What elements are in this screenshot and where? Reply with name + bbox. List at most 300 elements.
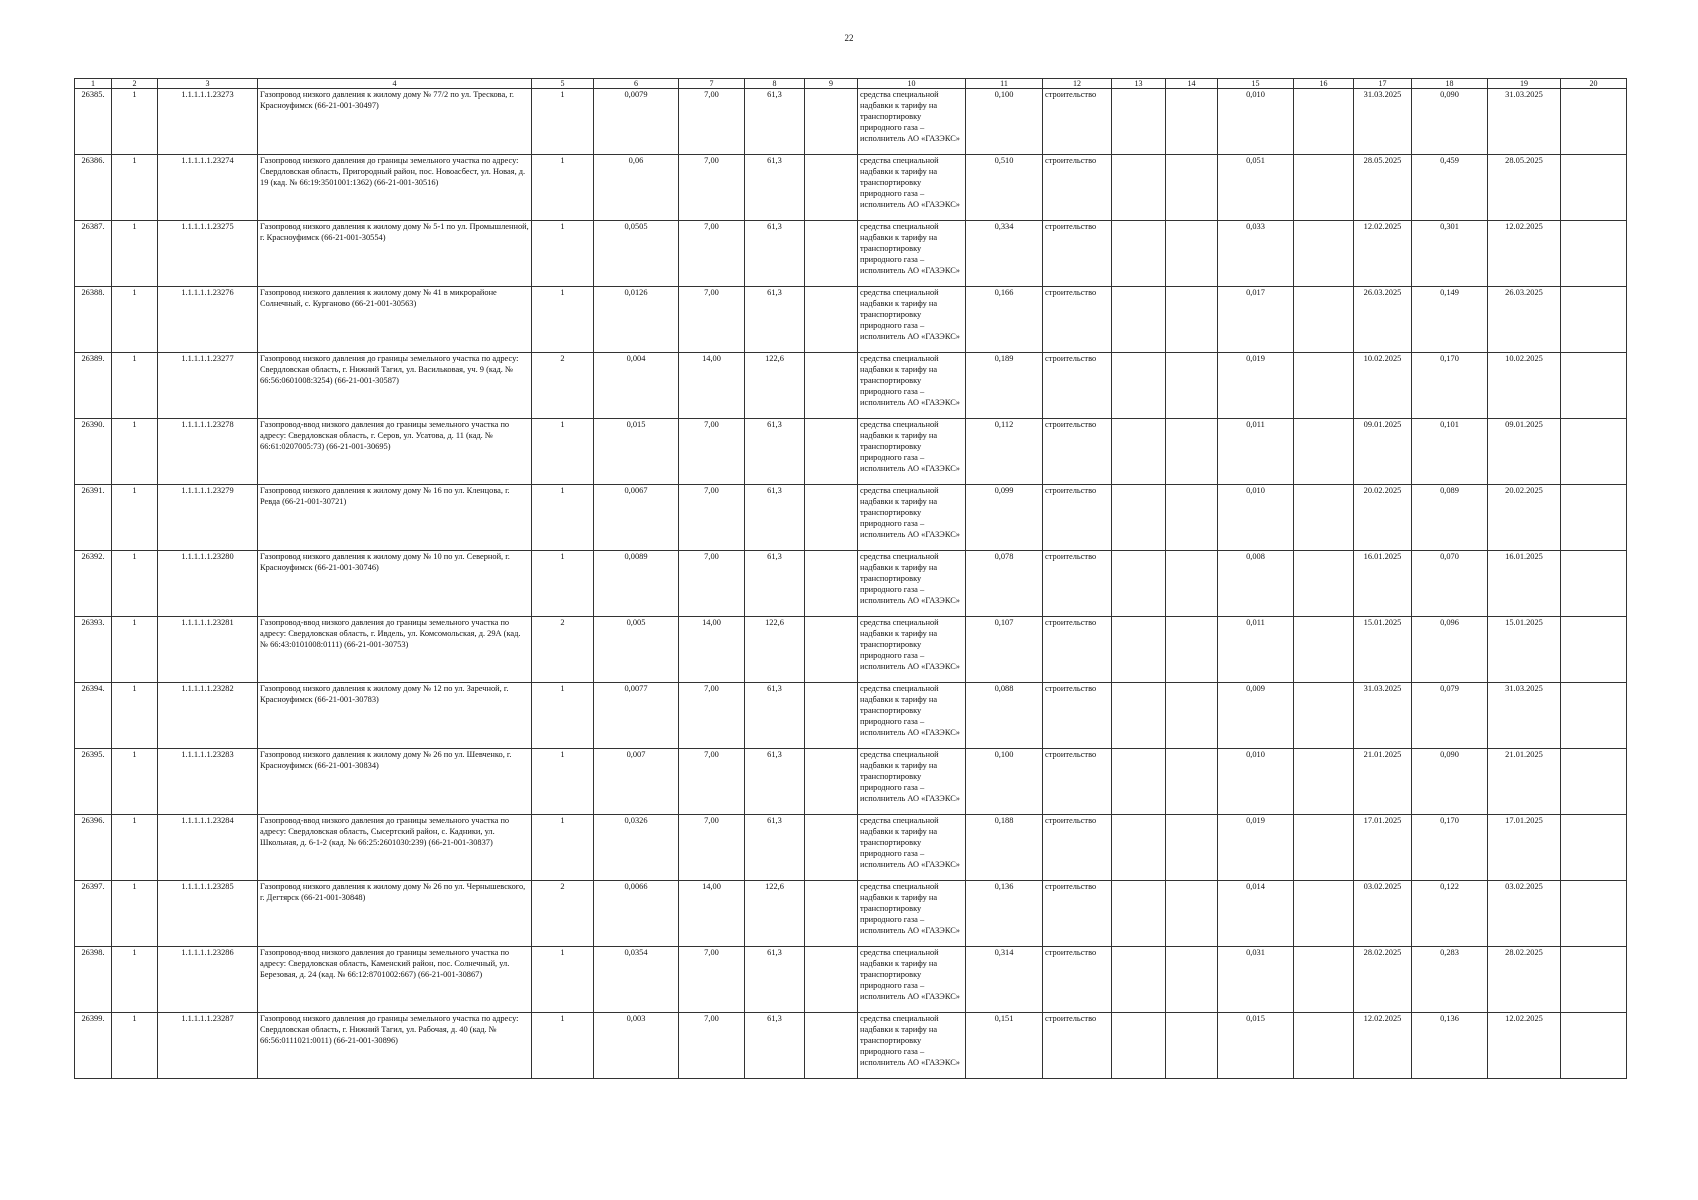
col-20-value: [1561, 353, 1627, 419]
row-number: 26394.: [75, 683, 112, 749]
col-2-value: 1: [112, 1013, 158, 1079]
object-code: 1.1.1.1.1.23286: [158, 947, 258, 1013]
object-code: 1.1.1.1.1.23273: [158, 89, 258, 155]
col-15-value: 0,008: [1218, 551, 1294, 617]
object-description: Газопровод низкого давления к жилому дому № 16 по ул. Кленцова, г. Ревда (66-21-001-30721): [258, 485, 532, 551]
col-16-value: [1294, 881, 1354, 947]
row-number: 26385.: [75, 89, 112, 155]
start-date: 09.01.2025: [1354, 419, 1412, 485]
col-15-value: 0,033: [1218, 221, 1294, 287]
object-code: 1.1.1.1.1.23275: [158, 221, 258, 287]
object-code: 1.1.1.1.1.23277: [158, 353, 258, 419]
row-number: 26392.: [75, 551, 112, 617]
col-15-value: 0,031: [1218, 947, 1294, 1013]
col-15-value: 0,014: [1218, 881, 1294, 947]
col-18-value: 0,089: [1412, 485, 1488, 551]
table-row: [75, 155, 1627, 221]
col-11-value: 0,112: [966, 419, 1043, 485]
end-date: 15.01.2025: [1488, 617, 1561, 683]
work-type: строительство: [1043, 617, 1112, 683]
object-code: 1.1.1.1.1.23285: [158, 881, 258, 947]
col-16-value: [1294, 551, 1354, 617]
col-6-value: 0,0505: [594, 221, 679, 287]
col-6-value: 0,0067: [594, 485, 679, 551]
col-13-value: [1112, 155, 1166, 221]
column-header-14: 14: [1166, 79, 1218, 89]
object-code: 1.1.1.1.1.23282: [158, 683, 258, 749]
col-7-value: 14,00: [679, 617, 745, 683]
col-11-value: 0,100: [966, 749, 1043, 815]
col-14-value: [1166, 683, 1218, 749]
col-20-value: [1561, 155, 1627, 221]
table-row: [75, 617, 1627, 683]
table-row: [75, 815, 1627, 881]
col-9-value: [805, 947, 858, 1013]
object-code: 1.1.1.1.1.23283: [158, 749, 258, 815]
col-6-value: 0,0354: [594, 947, 679, 1013]
col-2-value: 1: [112, 287, 158, 353]
end-date: 31.03.2025: [1488, 89, 1561, 155]
col-7-value: 14,00: [679, 881, 745, 947]
col-7-value: 7,00: [679, 815, 745, 881]
start-date: 12.02.2025: [1354, 1013, 1412, 1079]
col-14-value: [1166, 353, 1218, 419]
col-2-value: 1: [112, 749, 158, 815]
work-type: строительство: [1043, 353, 1112, 419]
col-2-value: 1: [112, 815, 158, 881]
object-code: 1.1.1.1.1.23279: [158, 485, 258, 551]
col-18-value: 0,459: [1412, 155, 1488, 221]
col-18-value: 0,079: [1412, 683, 1488, 749]
col-6-value: 0,005: [594, 617, 679, 683]
col-9-value: [805, 287, 858, 353]
col-13-value: [1112, 551, 1166, 617]
row-number: 26391.: [75, 485, 112, 551]
col-2-value: 1: [112, 353, 158, 419]
col-9-value: [805, 485, 858, 551]
object-description: Газопровод-ввод низкого давления до границы земельного участка по адресу: Свердловская область, Каменский район, пос. Солнечный, ул. Березовая, д. 24 (кад. № 66:12:8701002:667) (66-21-001-30867): [258, 947, 532, 1013]
col-11-value: 0,107: [966, 617, 1043, 683]
work-type: строительство: [1043, 287, 1112, 353]
col-13-value: [1112, 485, 1166, 551]
object-code: 1.1.1.1.1.23287: [158, 1013, 258, 1079]
col-8-value: 61,3: [745, 815, 805, 881]
column-header-17: 17: [1354, 79, 1412, 89]
col-20-value: [1561, 749, 1627, 815]
col-13-value: [1112, 221, 1166, 287]
column-header-11: 11: [966, 79, 1043, 89]
col-11-value: 0,151: [966, 1013, 1043, 1079]
end-date: 21.01.2025: [1488, 749, 1561, 815]
col-14-value: [1166, 221, 1218, 287]
col-6-value: 0,0066: [594, 881, 679, 947]
funding-source: средства специальной надбавки к тарифу на транспортировку природного газа – исполнитель АО «ГАЗЭКС»: [858, 287, 966, 353]
col-16-value: [1294, 353, 1354, 419]
col-15-value: 0,009: [1218, 683, 1294, 749]
column-header-8: 8: [745, 79, 805, 89]
col-13-value: [1112, 419, 1166, 485]
col-7-value: 7,00: [679, 551, 745, 617]
col-9-value: [805, 155, 858, 221]
col-16-value: [1294, 89, 1354, 155]
col-20-value: [1561, 947, 1627, 1013]
col-8-value: 61,3: [745, 947, 805, 1013]
start-date: 03.02.2025: [1354, 881, 1412, 947]
row-number: 26399.: [75, 1013, 112, 1079]
col-9-value: [805, 221, 858, 287]
col-11-value: 0,088: [966, 683, 1043, 749]
work-type: строительство: [1043, 485, 1112, 551]
col-20-value: [1561, 815, 1627, 881]
col-20-value: [1561, 89, 1627, 155]
object-description: Газопровод-ввод низкого давления до границы земельного участка по адресу: Свердловская область, г. Серов, ул. Усатова, д. 11 (кад. № 66:61:0207005:73) (66-21-001-30695): [258, 419, 532, 485]
table-row: [75, 881, 1627, 947]
col-5-value: 1: [532, 815, 594, 881]
col-7-value: 7,00: [679, 1013, 745, 1079]
object-description: Газопровод низкого давления до границы земельного участка по адресу: Свердловская область, г. Нижний Тагил, ул. Рабочая, д. 40 (кад. № 66:56:0111021:0011) (66-21-001-30896): [258, 1013, 532, 1079]
object-description: Газопровод низкого давления до границы земельного участка по адресу: Свердловская область, Пригородный район, пос. Новоасбест, ул. Новая, д. 19 (кад. № 66:19:3501001:1362) (66-21-001-30516): [258, 155, 532, 221]
column-header-2: 2: [112, 79, 158, 89]
work-type: строительство: [1043, 551, 1112, 617]
col-5-value: 1: [532, 947, 594, 1013]
table-row: [75, 551, 1627, 617]
col-14-value: [1166, 947, 1218, 1013]
col-7-value: 7,00: [679, 683, 745, 749]
col-7-value: 7,00: [679, 287, 745, 353]
col-16-value: [1294, 485, 1354, 551]
col-7-value: 7,00: [679, 485, 745, 551]
col-5-value: 1: [532, 419, 594, 485]
work-type: строительство: [1043, 683, 1112, 749]
funding-source: средства специальной надбавки к тарифу на транспортировку природного газа – исполнитель АО «ГАЗЭКС»: [858, 881, 966, 947]
funding-source: средства специальной надбавки к тарифу на транспортировку природного газа – исполнитель АО «ГАЗЭКС»: [858, 221, 966, 287]
col-9-value: [805, 617, 858, 683]
funding-source: средства специальной надбавки к тарифу на транспортировку природного газа – исполнитель АО «ГАЗЭКС»: [858, 89, 966, 155]
col-14-value: [1166, 485, 1218, 551]
col-11-value: 0,078: [966, 551, 1043, 617]
object-code: 1.1.1.1.1.23281: [158, 617, 258, 683]
start-date: 17.01.2025: [1354, 815, 1412, 881]
col-9-value: [805, 89, 858, 155]
end-date: 09.01.2025: [1488, 419, 1561, 485]
col-9-value: [805, 815, 858, 881]
object-description: Газопровод низкого давления к жилому дому № 5-1 по ул. Промышленной, г. Красноуфимск (66-21-001-30554): [258, 221, 532, 287]
table-row: [75, 485, 1627, 551]
col-13-value: [1112, 287, 1166, 353]
object-description: Газопровод низкого давления к жилому дому № 26 по ул. Чернышевского, г. Дегтярск (66-21-001-30848): [258, 881, 532, 947]
col-13-value: [1112, 947, 1166, 1013]
column-header-18: 18: [1412, 79, 1488, 89]
funding-source: средства специальной надбавки к тарифу на транспортировку природного газа – исполнитель АО «ГАЗЭКС»: [858, 749, 966, 815]
col-5-value: 1: [532, 551, 594, 617]
start-date: 20.02.2025: [1354, 485, 1412, 551]
col-18-value: 0,301: [1412, 221, 1488, 287]
work-type: строительство: [1043, 749, 1112, 815]
col-9-value: [805, 419, 858, 485]
col-6-value: 0,015: [594, 419, 679, 485]
col-2-value: 1: [112, 419, 158, 485]
row-number: 26395.: [75, 749, 112, 815]
col-18-value: 0,149: [1412, 287, 1488, 353]
column-header-12: 12: [1043, 79, 1112, 89]
col-13-value: [1112, 881, 1166, 947]
col-15-value: 0,017: [1218, 287, 1294, 353]
col-20-value: [1561, 1013, 1627, 1079]
col-7-value: 7,00: [679, 419, 745, 485]
table-row: [75, 419, 1627, 485]
table-row: [75, 287, 1627, 353]
object-code: 1.1.1.1.1.23278: [158, 419, 258, 485]
col-7-value: 14,00: [679, 353, 745, 419]
row-number: 26390.: [75, 419, 112, 485]
column-number-row: [75, 79, 1627, 89]
work-type: строительство: [1043, 815, 1112, 881]
col-15-value: 0,051: [1218, 155, 1294, 221]
table-body: [75, 89, 1627, 1079]
object-description: Газопровод низкого давления к жилому дому № 77/2 по ул. Трескова, г. Красноуфимск (66-21-001-30497): [258, 89, 532, 155]
column-header-5: 5: [532, 79, 594, 89]
col-16-value: [1294, 815, 1354, 881]
col-16-value: [1294, 419, 1354, 485]
col-20-value: [1561, 419, 1627, 485]
work-type: строительство: [1043, 881, 1112, 947]
col-6-value: 0,0126: [594, 287, 679, 353]
object-code: 1.1.1.1.1.23284: [158, 815, 258, 881]
col-8-value: 61,3: [745, 221, 805, 287]
col-16-value: [1294, 749, 1354, 815]
register-table: [74, 78, 1627, 1079]
col-8-value: 61,3: [745, 89, 805, 155]
work-type: строительство: [1043, 419, 1112, 485]
column-header-19: 19: [1488, 79, 1561, 89]
col-11-value: 0,100: [966, 89, 1043, 155]
col-9-value: [805, 551, 858, 617]
table-row: [75, 353, 1627, 419]
col-14-value: [1166, 551, 1218, 617]
col-20-value: [1561, 221, 1627, 287]
object-description: Газопровод-ввод низкого давления до границы земельного участка по адресу: Свердловская область, Сысертский район, с. Кадники, ул. Школьная, д. 6-1-2 (кад. № 66:25:2601030:239) (66-21-001-30837): [258, 815, 532, 881]
start-date: 31.03.2025: [1354, 89, 1412, 155]
col-2-value: 1: [112, 947, 158, 1013]
col-14-value: [1166, 881, 1218, 947]
start-date: 28.05.2025: [1354, 155, 1412, 221]
col-16-value: [1294, 221, 1354, 287]
col-16-value: [1294, 155, 1354, 221]
funding-source: средства специальной надбавки к тарифу на транспортировку природного газа – исполнитель АО «ГАЗЭКС»: [858, 947, 966, 1013]
object-description: Газопровод низкого давления к жилому дому № 12 по ул. Заречной, г. Красноуфимск (66-21-001-30783): [258, 683, 532, 749]
end-date: 28.05.2025: [1488, 155, 1561, 221]
col-16-value: [1294, 287, 1354, 353]
col-15-value: 0,010: [1218, 749, 1294, 815]
col-14-value: [1166, 1013, 1218, 1079]
col-14-value: [1166, 815, 1218, 881]
col-7-value: 7,00: [679, 221, 745, 287]
end-date: 17.01.2025: [1488, 815, 1561, 881]
col-11-value: 0,166: [966, 287, 1043, 353]
col-15-value: 0,019: [1218, 353, 1294, 419]
col-6-value: 0,0079: [594, 89, 679, 155]
col-20-value: [1561, 683, 1627, 749]
col-18-value: 0,101: [1412, 419, 1488, 485]
col-9-value: [805, 749, 858, 815]
column-header-13: 13: [1112, 79, 1166, 89]
start-date: 21.01.2025: [1354, 749, 1412, 815]
funding-source: средства специальной надбавки к тарифу на транспортировку природного газа – исполнитель АО «ГАЗЭКС»: [858, 815, 966, 881]
col-13-value: [1112, 683, 1166, 749]
col-5-value: 1: [532, 155, 594, 221]
col-8-value: 122,6: [745, 617, 805, 683]
column-header-10: 10: [858, 79, 966, 89]
col-7-value: 7,00: [679, 749, 745, 815]
object-description: Газопровод низкого давления к жилому дому № 10 по ул. Северной, г. Красноуфимск (66-21-001-30746): [258, 551, 532, 617]
end-date: 12.02.2025: [1488, 1013, 1561, 1079]
column-header-16: 16: [1294, 79, 1354, 89]
work-type: строительство: [1043, 89, 1112, 155]
col-13-value: [1112, 749, 1166, 815]
start-date: 31.03.2025: [1354, 683, 1412, 749]
work-type: строительство: [1043, 221, 1112, 287]
row-number: 26397.: [75, 881, 112, 947]
col-2-value: 1: [112, 485, 158, 551]
object-description: Газопровод-ввод низкого давления до границы земельного участка по адресу: Свердловская область, г. Ивдель, ул. Комсомольская, д. 29А (кад. № 66:43:0101008:0111) (66-21-001-30753): [258, 617, 532, 683]
col-6-value: 0,0089: [594, 551, 679, 617]
table-row: [75, 683, 1627, 749]
object-code: 1.1.1.1.1.23276: [158, 287, 258, 353]
col-13-value: [1112, 1013, 1166, 1079]
col-15-value: 0,010: [1218, 89, 1294, 155]
object-code: 1.1.1.1.1.23274: [158, 155, 258, 221]
col-20-value: [1561, 617, 1627, 683]
table-row: [75, 749, 1627, 815]
col-11-value: 0,314: [966, 947, 1043, 1013]
col-5-value: 1: [532, 749, 594, 815]
col-8-value: 122,6: [745, 881, 805, 947]
col-9-value: [805, 353, 858, 419]
col-16-value: [1294, 617, 1354, 683]
object-code: 1.1.1.1.1.23280: [158, 551, 258, 617]
start-date: 15.01.2025: [1354, 617, 1412, 683]
start-date: 10.02.2025: [1354, 353, 1412, 419]
col-11-value: 0,188: [966, 815, 1043, 881]
page-number: 22: [844, 33, 854, 43]
col-9-value: [805, 683, 858, 749]
col-11-value: 0,334: [966, 221, 1043, 287]
col-18-value: 0,090: [1412, 749, 1488, 815]
col-15-value: 0,011: [1218, 419, 1294, 485]
funding-source: средства специальной надбавки к тарифу на транспортировку природного газа – исполнитель АО «ГАЗЭКС»: [858, 1013, 966, 1079]
object-description: Газопровод низкого давления к жилому дому № 26 по ул. Шевченко, г. Красноуфимск (66-21-001-30834): [258, 749, 532, 815]
work-type: строительство: [1043, 1013, 1112, 1079]
row-number: 26388.: [75, 287, 112, 353]
funding-source: средства специальной надбавки к тарифу на транспортировку природного газа – исполнитель АО «ГАЗЭКС»: [858, 155, 966, 221]
end-date: 16.01.2025: [1488, 551, 1561, 617]
col-8-value: 61,3: [745, 287, 805, 353]
col-20-value: [1561, 485, 1627, 551]
table-row: [75, 221, 1627, 287]
work-type: строительство: [1043, 947, 1112, 1013]
col-18-value: 0,170: [1412, 815, 1488, 881]
row-number: 26393.: [75, 617, 112, 683]
column-header-3: 3: [158, 79, 258, 89]
col-8-value: 61,3: [745, 155, 805, 221]
col-13-value: [1112, 353, 1166, 419]
col-18-value: 0,070: [1412, 551, 1488, 617]
object-description: Газопровод низкого давления к жилому дому № 41 в микрорайоне Солнечный, с. Курганово (66-21-001-30563): [258, 287, 532, 353]
col-5-value: 1: [532, 89, 594, 155]
column-header-4: 4: [258, 79, 532, 89]
col-9-value: [805, 881, 858, 947]
object-description: Газопровод низкого давления до границы земельного участка по адресу: Свердловская область, г. Нижний Тагил, ул. Васильковая, уч. 9 (кад. № 66:56:0601008:3254) (66-21-001-30587): [258, 353, 532, 419]
col-15-value: 0,011: [1218, 617, 1294, 683]
column-header-6: 6: [594, 79, 679, 89]
col-2-value: 1: [112, 221, 158, 287]
funding-source: средства специальной надбавки к тарифу на транспортировку природного газа – исполнитель АО «ГАЗЭКС»: [858, 551, 966, 617]
column-header-9: 9: [805, 79, 858, 89]
col-7-value: 7,00: [679, 947, 745, 1013]
table-row: [75, 947, 1627, 1013]
col-2-value: 1: [112, 683, 158, 749]
end-date: 10.02.2025: [1488, 353, 1561, 419]
row-number: 26387.: [75, 221, 112, 287]
col-20-value: [1561, 287, 1627, 353]
table-row: [75, 1013, 1627, 1079]
row-number: 26389.: [75, 353, 112, 419]
col-6-value: 0,0326: [594, 815, 679, 881]
row-number: 26398.: [75, 947, 112, 1013]
col-5-value: 1: [532, 221, 594, 287]
col-5-value: 2: [532, 353, 594, 419]
funding-source: средства специальной надбавки к тарифу на транспортировку природного газа – исполнитель АО «ГАЗЭКС»: [858, 419, 966, 485]
col-2-value: 1: [112, 881, 158, 947]
end-date: 28.02.2025: [1488, 947, 1561, 1013]
column-header-15: 15: [1218, 79, 1294, 89]
work-type: строительство: [1043, 155, 1112, 221]
col-16-value: [1294, 947, 1354, 1013]
funding-source: средства специальной надбавки к тарифу на транспортировку природного газа – исполнитель АО «ГАЗЭКС»: [858, 353, 966, 419]
col-14-value: [1166, 419, 1218, 485]
col-5-value: 1: [532, 287, 594, 353]
col-18-value: 0,096: [1412, 617, 1488, 683]
col-8-value: 61,3: [745, 419, 805, 485]
col-13-value: [1112, 89, 1166, 155]
funding-source: средства специальной надбавки к тарифу на транспортировку природного газа – исполнитель АО «ГАЗЭКС»: [858, 485, 966, 551]
start-date: 26.03.2025: [1354, 287, 1412, 353]
col-14-value: [1166, 287, 1218, 353]
column-header-7: 7: [679, 79, 745, 89]
col-6-value: 0,003: [594, 1013, 679, 1079]
col-15-value: 0,019: [1218, 815, 1294, 881]
col-8-value: 61,3: [745, 749, 805, 815]
col-11-value: 0,189: [966, 353, 1043, 419]
col-5-value: 1: [532, 485, 594, 551]
col-7-value: 7,00: [679, 89, 745, 155]
col-18-value: 0,090: [1412, 89, 1488, 155]
col-5-value: 2: [532, 617, 594, 683]
row-number: 26386.: [75, 155, 112, 221]
col-8-value: 61,3: [745, 551, 805, 617]
end-date: 26.03.2025: [1488, 287, 1561, 353]
col-16-value: [1294, 1013, 1354, 1079]
col-14-value: [1166, 89, 1218, 155]
col-5-value: 1: [532, 683, 594, 749]
col-8-value: 61,3: [745, 485, 805, 551]
col-15-value: 0,010: [1218, 485, 1294, 551]
col-7-value: 7,00: [679, 155, 745, 221]
col-18-value: 0,136: [1412, 1013, 1488, 1079]
col-6-value: 0,0077: [594, 683, 679, 749]
col-14-value: [1166, 749, 1218, 815]
col-15-value: 0,015: [1218, 1013, 1294, 1079]
